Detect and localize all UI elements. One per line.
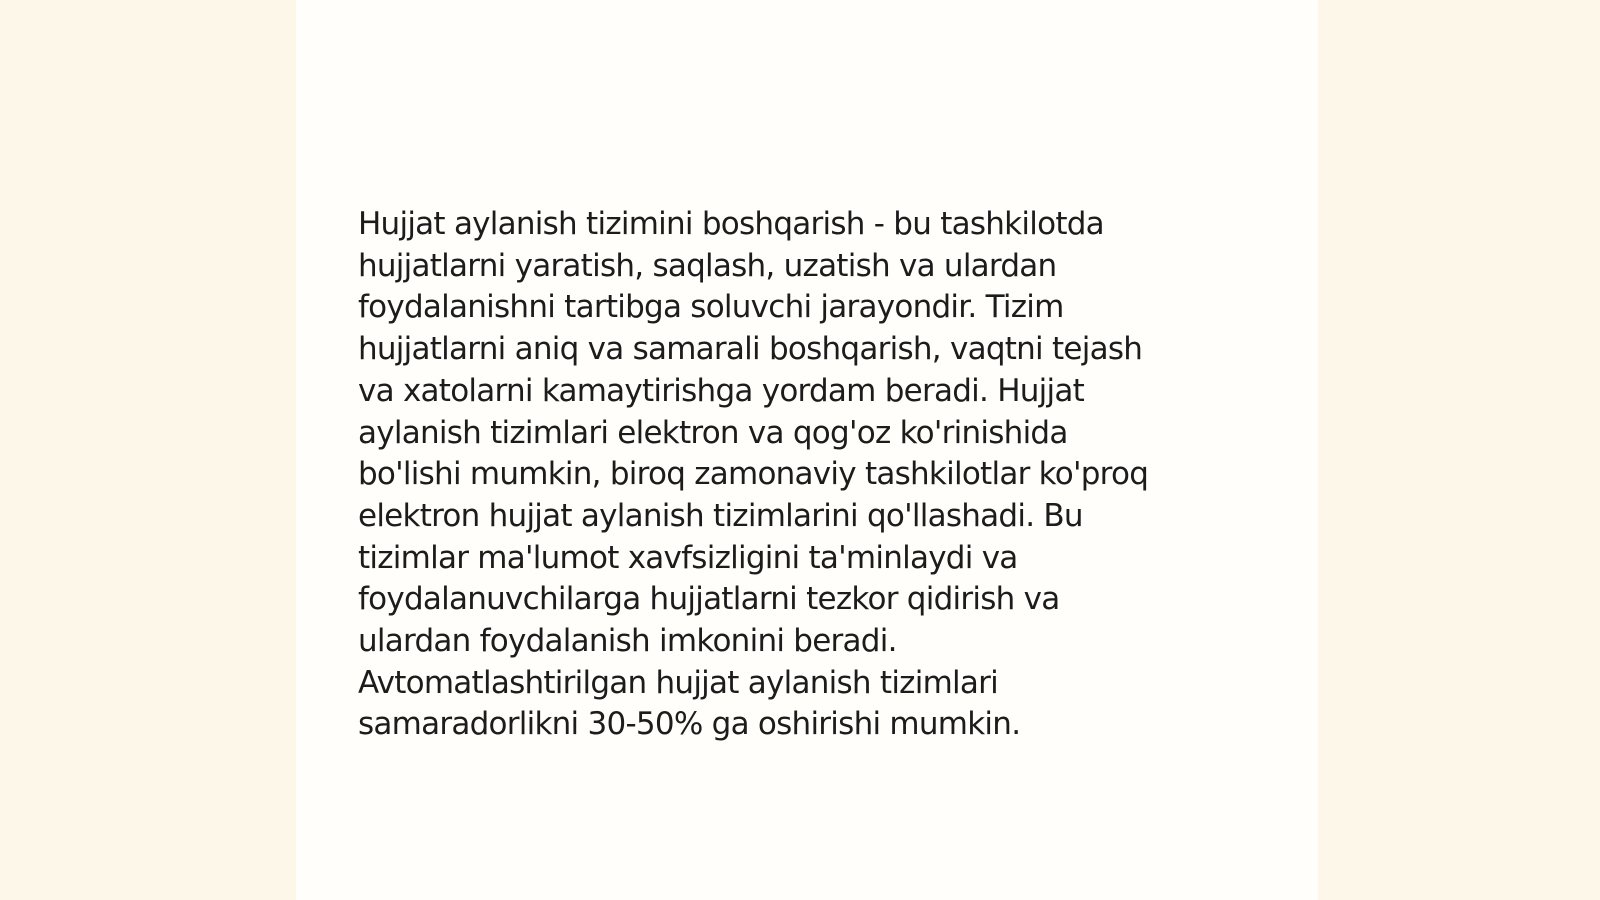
body-paragraph: Hujjat aylanish tizimini boshqarish - bu tashkilotda hujjatlarni yaratish, saqlash, uzatish va ulardan foydalanishni tartibga soluvchi jarayondir. Tizim hujjatlarni aniq va samarali boshqarish, vaqtni tejash va xatolarni kamaytirishga yordam beradi. Hujjat aylanish tizimlari elektron va qog'oz ko'rinishida bo'lishi mumkin, biroq zamonaviy tashkilotlar ko'proq elektron hujjat aylanish tizimlarini qo'llashadi. Bu tizimlar ma'lumot xavfsizligini ta'minlaydi va foydalanuvchilarga hujjatlarni tezkor qidirish va ulardan foydalanish imkonini beradi. Avtomatlashtirilgan hujjat aylanish tizimlari samaradorlikni 30-50% ga oshirishi mumkin.: [358, 206, 1149, 743]
slide-panel: [296, 0, 1318, 900]
